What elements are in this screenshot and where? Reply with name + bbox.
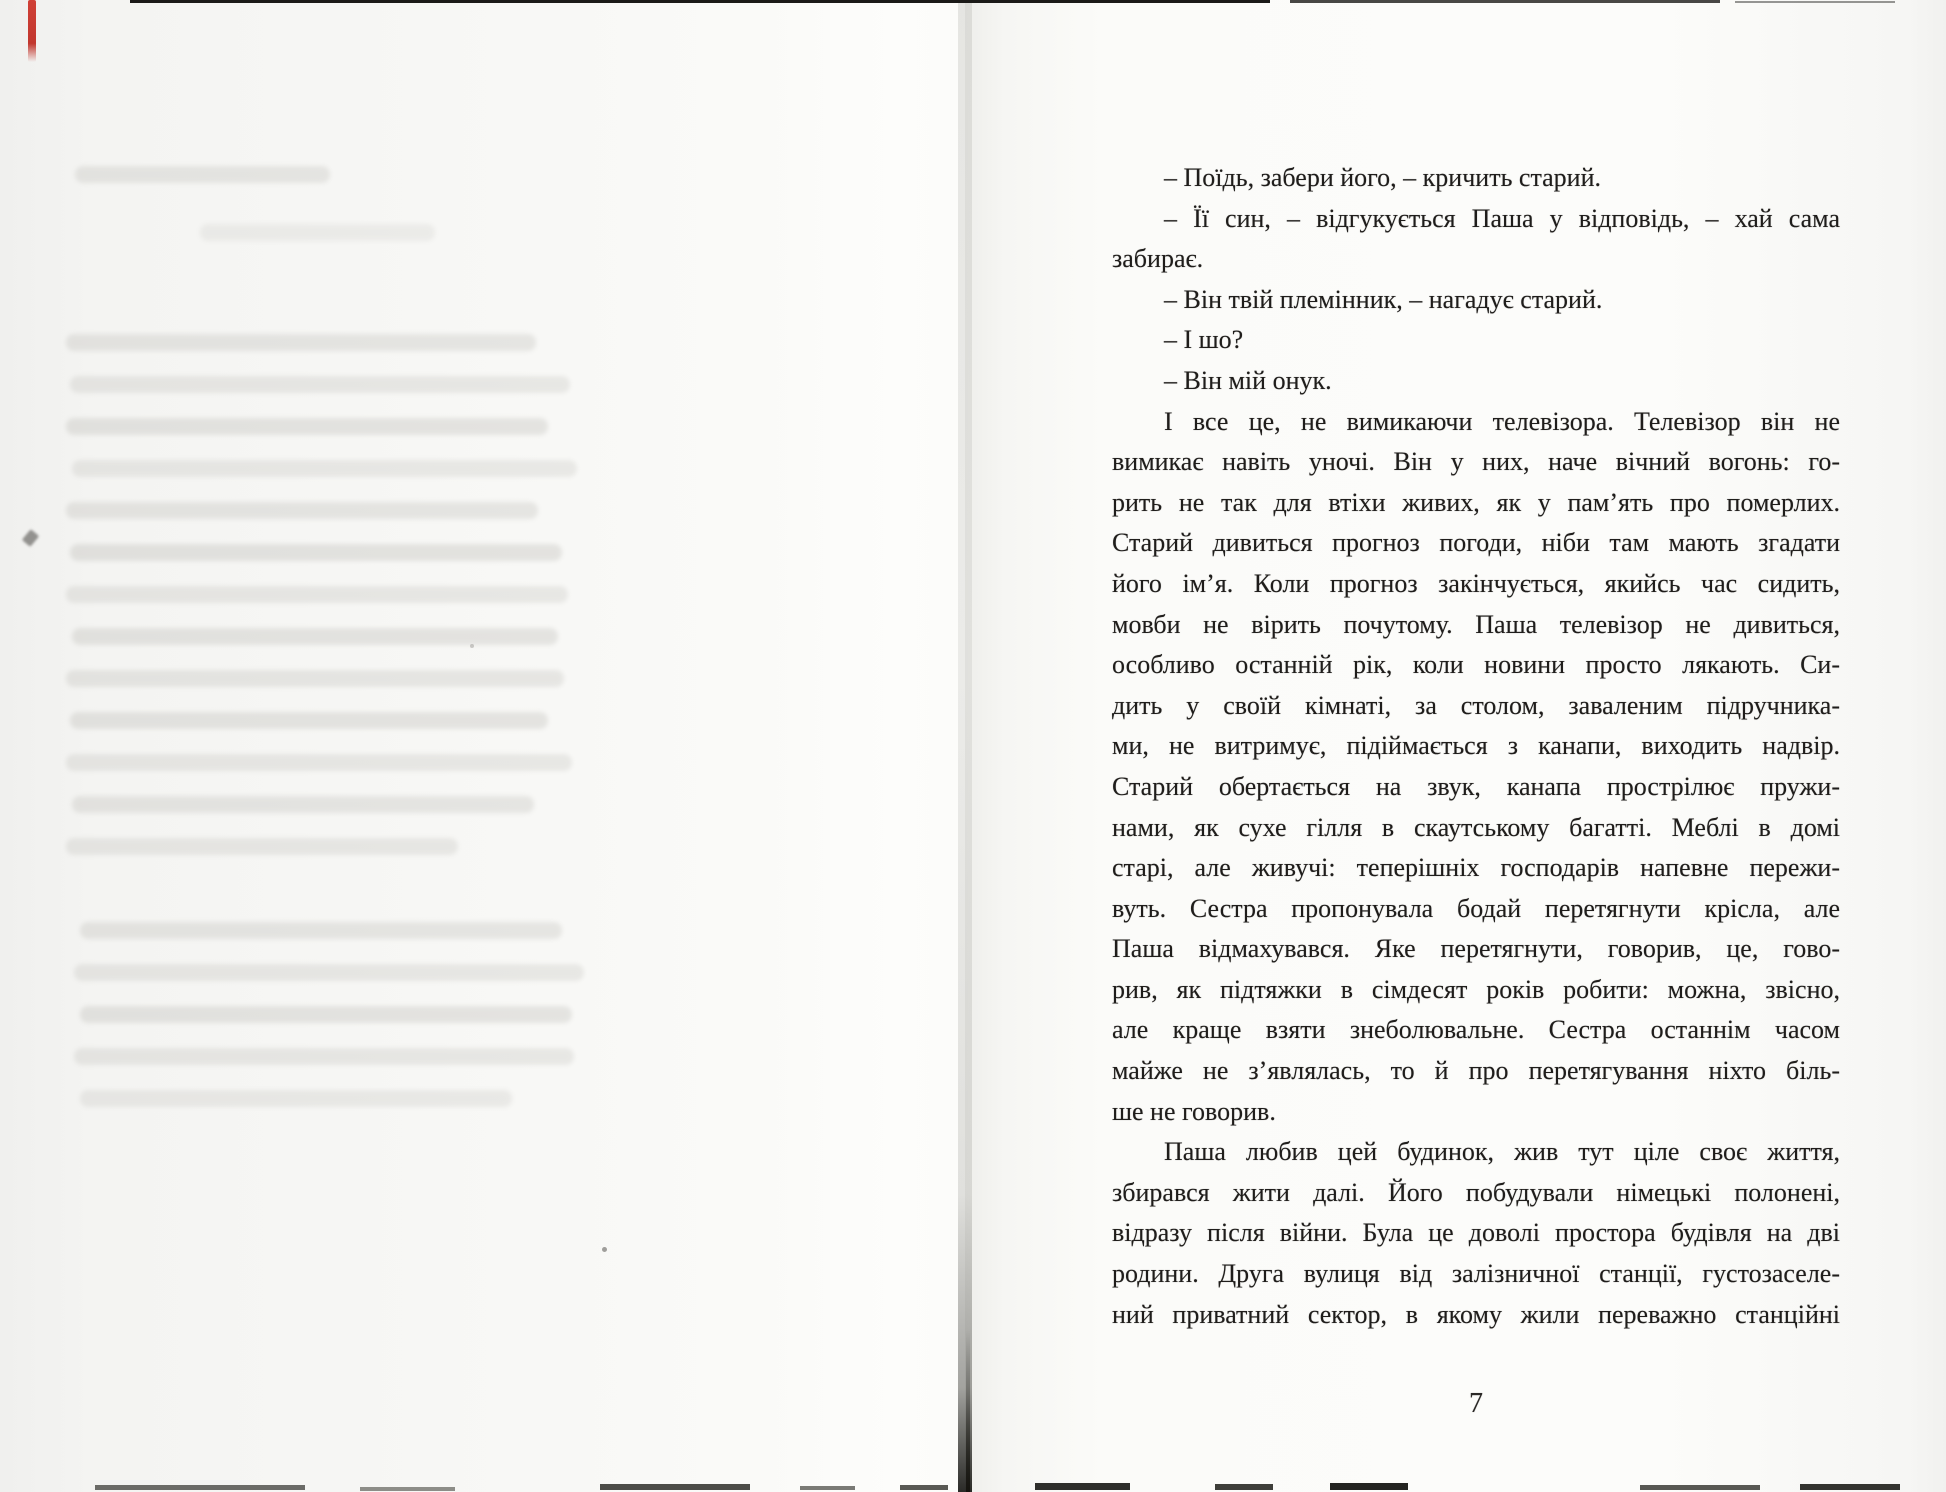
scan-artifact-red-mark bbox=[28, 0, 36, 62]
scan-edge-top bbox=[130, 0, 1270, 3]
bleed-through-line bbox=[74, 1048, 574, 1065]
text-line: ми, не витримує, підіймається з канапи, виходить надвір. bbox=[1112, 731, 1840, 761]
scan-edge-bottom bbox=[95, 1485, 305, 1490]
text-line: збирався жити далі. Його побудували німецькі полонені, bbox=[1112, 1177, 1840, 1207]
text-line: його ім’я. Коли прогноз закінчується, якийсь час сидить, bbox=[1112, 568, 1840, 598]
page-gutter-shadow bbox=[958, 0, 972, 1492]
text-line: Старий обертається на звук, канапа прострілює пружи- bbox=[1112, 771, 1840, 801]
text-line: вимикає навіть уночі. Він у них, наче вічний вогонь: го- bbox=[1112, 447, 1840, 477]
text-line: старі, але живучі: теперішніх господарів напевне пережи- bbox=[1112, 853, 1840, 883]
text-line: мовби не вірить почутому. Паша телевізор не дивиться, bbox=[1112, 609, 1840, 639]
scan-edge-bottom bbox=[1640, 1485, 1760, 1490]
bleed-through-line bbox=[80, 1006, 572, 1023]
scan-edge-bottom bbox=[800, 1486, 855, 1490]
bleed-through-line bbox=[70, 544, 562, 561]
bleed-through-line bbox=[74, 964, 584, 981]
scan-edge-top bbox=[1735, 1, 1895, 3]
left-page bbox=[0, 0, 965, 1492]
bleed-through-line bbox=[66, 586, 568, 603]
text-line: майже не з’являлась, то й про перетягування ніхто біль- bbox=[1112, 1056, 1840, 1086]
text-line: – Він мій онук. bbox=[1164, 365, 1332, 395]
bleed-through-line bbox=[66, 670, 564, 687]
page-gutter-line bbox=[966, 1330, 970, 1492]
text-line: вуть. Сестра пропонувала бодай перетягнути крісла, але bbox=[1112, 893, 1840, 923]
text-line: – Поїдь, забери його, – кричить старий. bbox=[1164, 163, 1602, 192]
text-line: – Її син, – відгукується Паша у відповідь, – хай сама bbox=[1164, 203, 1840, 233]
text-line: Паша відмахувався. Яке перетягнути, говорив, це, гово- bbox=[1112, 934, 1840, 964]
scan-edge-bottom bbox=[1800, 1484, 1900, 1490]
bleed-through-line bbox=[75, 166, 330, 183]
scan-speck bbox=[470, 644, 474, 648]
text-line: – Він твій племінник, – нагадує старий. bbox=[1164, 284, 1603, 314]
text-line: рив, як підтяжки в сімдесят років робити: можна, звісно, bbox=[1112, 974, 1840, 1004]
body-text bbox=[1112, 158, 1840, 1335]
page-number: 7 bbox=[1469, 1388, 1483, 1419]
text-line: Паша любив цей будинок, жив тут ціле своє життя, bbox=[1164, 1137, 1840, 1167]
text-line: ний приватний сектор, в якому жили переважно станційні bbox=[1112, 1299, 1840, 1329]
bleed-through-line bbox=[66, 754, 572, 771]
text-line: ше не говорив. bbox=[1112, 1096, 1276, 1126]
bleed-through-line bbox=[66, 502, 538, 519]
bleed-through-line bbox=[80, 1090, 512, 1107]
bleed-through-line bbox=[66, 334, 536, 351]
scan-edge-bottom bbox=[1330, 1483, 1408, 1490]
bleed-through-line bbox=[72, 628, 558, 645]
scan-edge-top bbox=[1290, 0, 1720, 3]
bleed-through-line bbox=[70, 712, 548, 729]
bleed-through-line bbox=[72, 460, 577, 477]
text-line: особливо останній рік, коли новини просто лякають. Си- bbox=[1112, 650, 1840, 680]
scan-edge-bottom bbox=[900, 1485, 948, 1490]
text-line: але краще взяти знеболювальне. Сестра останнім часом bbox=[1112, 1015, 1840, 1045]
scan-edge-bottom bbox=[360, 1487, 455, 1491]
scan-edge-bottom bbox=[1215, 1484, 1273, 1490]
text-line: Старий дивиться прогноз погоди, ніби там мають згадати bbox=[1112, 528, 1840, 558]
bleed-through-line bbox=[66, 418, 548, 435]
scan-edge-bottom bbox=[600, 1484, 750, 1490]
text-line: І все це, не вимикаючи телевізора. Телевізор він не bbox=[1164, 406, 1840, 436]
bleed-through-line bbox=[80, 922, 562, 939]
text-line: – І шо? bbox=[1164, 325, 1244, 355]
text-line: відразу після війни. Була це доволі простора будівля на дві bbox=[1112, 1218, 1840, 1248]
bleed-through-line bbox=[200, 224, 435, 241]
bleed-through-line bbox=[70, 376, 570, 393]
text-line: дить у своїй кімнаті, за столом, заваленим підручника- bbox=[1112, 690, 1840, 720]
bleed-through-line bbox=[72, 796, 534, 813]
text-line: рить не так для втіхи живих, як у пам’ять про померлих. bbox=[1112, 487, 1840, 517]
text-line: родини. Друга вулиця від залізничної станції, густозаселе- bbox=[1112, 1259, 1840, 1289]
text-line: забирає. bbox=[1112, 244, 1204, 274]
scan-speck bbox=[602, 1247, 607, 1252]
scan-edge-bottom bbox=[1035, 1483, 1130, 1490]
text-line: нами, як сухе гілля в скаутському багатті. Меблі в домі bbox=[1112, 812, 1840, 842]
bleed-through-line bbox=[66, 838, 458, 855]
